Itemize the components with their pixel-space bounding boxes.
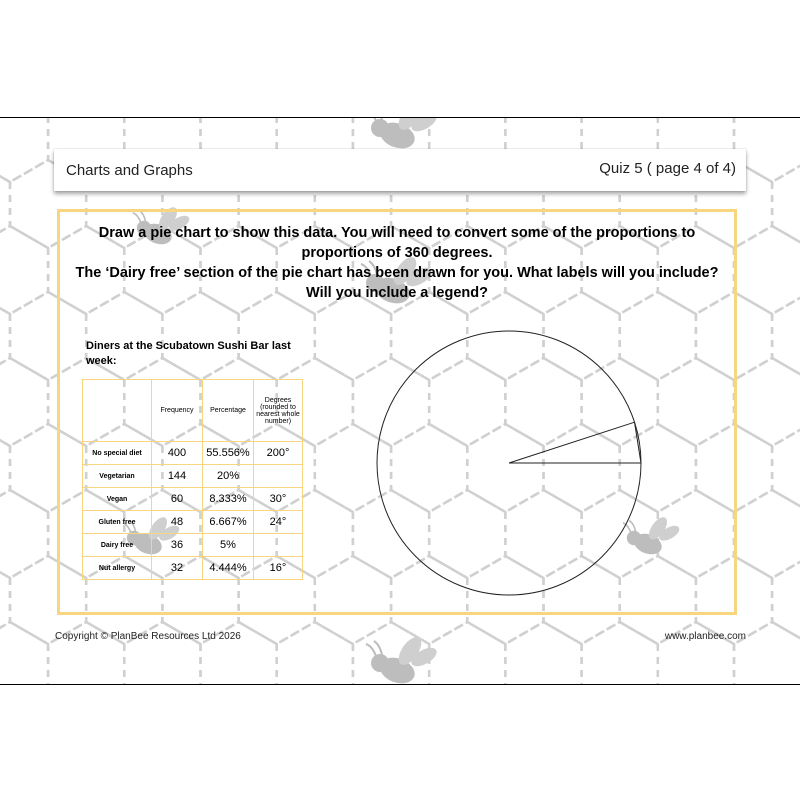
frequency-cell: 400 [152, 442, 203, 465]
website-link[interactable]: www.planbee.com [664, 631, 746, 642]
table-title: Diners at the Scubatown Sushi Bar last week: [86, 340, 291, 367]
row-label: Gluten free [83, 511, 152, 534]
row-label: Vegan [83, 488, 152, 511]
frequency-cell: 36 [152, 534, 203, 557]
pie-chart[interactable] [0, 118, 800, 684]
pie-radius-line [509, 422, 635, 463]
frequency-cell: 144 [152, 465, 203, 488]
percentage-cell: 5% [203, 534, 254, 557]
copyright-text: Copyright © PlanBee Resources Ltd 2026 [55, 631, 241, 642]
percentage-cell: 4.444% [203, 557, 254, 580]
percentage-cell: 6.667% [203, 511, 254, 534]
instruction-line: proportions of 360 degrees. [301, 245, 493, 261]
column-header: Percentage [203, 380, 254, 442]
frequency-cell: 48 [152, 511, 203, 534]
row-label: Vegetarian [83, 465, 152, 488]
row-label: Nut allergy [83, 557, 152, 580]
row-label: Dairy free [83, 534, 152, 557]
instruction-line: The ‘Dairy free’ section of the pie chart has been drawn for you. What labels will you include? [75, 265, 719, 281]
degrees-cell: 30° [254, 488, 303, 511]
percentage-cell: 55.556% [203, 442, 254, 465]
frequency-cell: 60 [152, 488, 203, 511]
instruction-line: Draw a pie chart to show this data. You will need to convert some of the proportions to [98, 225, 696, 241]
column-header: Degrees (rounded to nearest whole number) [254, 380, 303, 442]
column-header: Frequency [152, 380, 203, 442]
page-title: Charts and Graphs [66, 162, 193, 179]
degrees-cell: 16° [254, 557, 303, 580]
frequency-cell: 32 [152, 557, 203, 580]
degrees-cell: 200° [254, 442, 303, 465]
percentage-cell: 8.333% [203, 488, 254, 511]
page-number: Quiz 5 ( page 4 of 4) [599, 160, 736, 177]
row-label: No special diet [83, 442, 152, 465]
instruction-line: Will you include a legend? [306, 285, 488, 301]
degrees-cell: 24° [254, 511, 303, 534]
worksheet-page [0, 117, 800, 685]
pie-slice-edge [635, 422, 642, 463]
percentage-cell: 20% [203, 465, 254, 488]
